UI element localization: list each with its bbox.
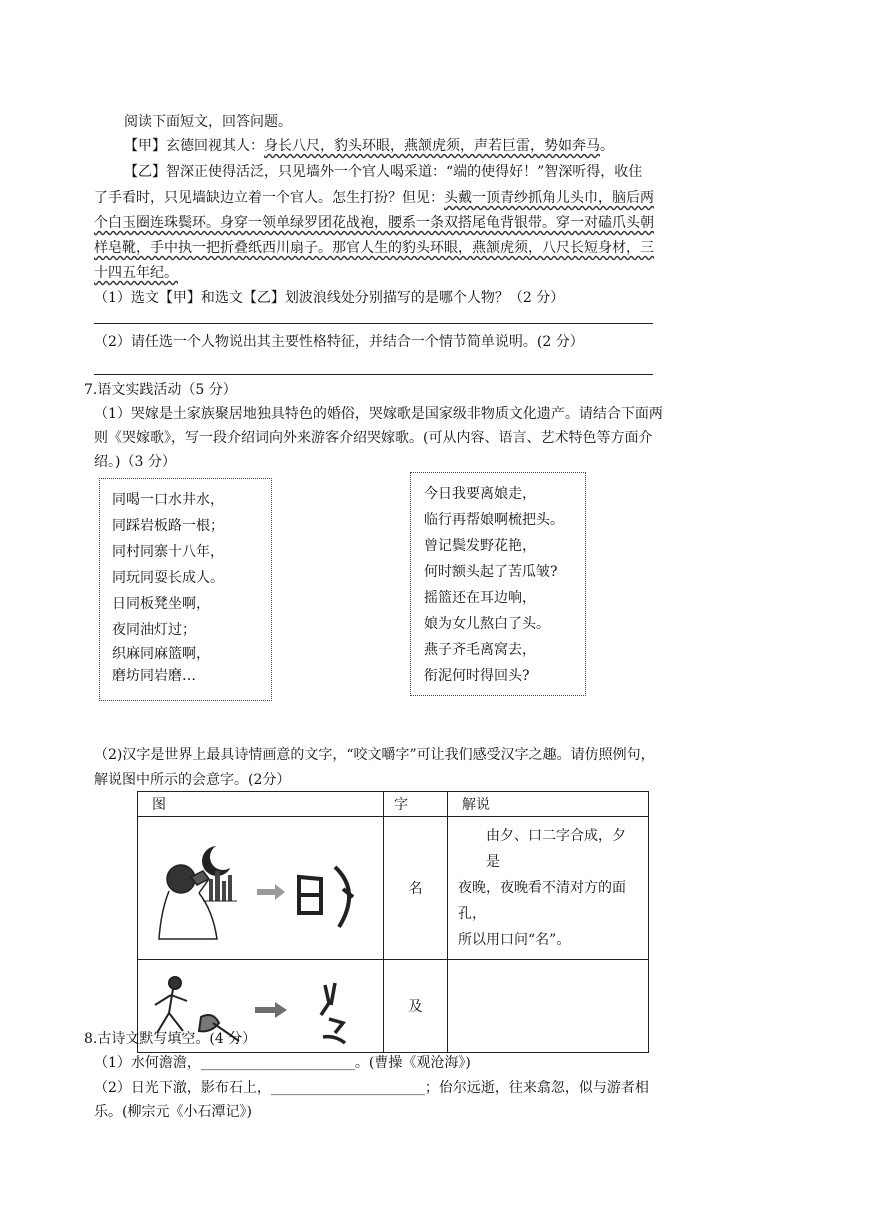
q7-sub1-line1: （1）哭嫁是土家族聚居地独具特色的婚俗，哭嫁歌是国家级非物质文化遗产。请结合下面两 bbox=[94, 406, 663, 422]
poem-right-line: 衔泥何时得回头? bbox=[424, 668, 530, 684]
poem-right-line: 曾记鬓发野花艳， bbox=[424, 538, 536, 554]
passage-jia-end: 。 bbox=[600, 138, 614, 154]
passage-yi-line2-plain: 了手看时，只见墙缺边立着一个官人。怎生打扮？但见： bbox=[94, 190, 444, 206]
image-cell-ming bbox=[138, 817, 384, 960]
passage-jia-prefix: 【甲】玄德回视其人： bbox=[124, 138, 264, 154]
q8-line3: 乐。(柳宗元《小石潭记》) bbox=[94, 1104, 252, 1120]
arrow-icon bbox=[255, 1002, 287, 1018]
ancient-ming-glyph bbox=[299, 867, 353, 927]
explain-ming-line: 由夕、口二字合成，夕是 bbox=[486, 828, 626, 870]
char-ming: 名 bbox=[384, 817, 448, 960]
passage-yi-line1: 【乙】智深正使得活泛，只见墙外一个官人喝采道：“端的使得好！”智深听得，收住 bbox=[124, 164, 643, 180]
poem-left-line: 日同板凳坐啊， bbox=[112, 596, 210, 612]
poem-right-line: 娘为女儿熬白了头。 bbox=[424, 616, 550, 632]
answer-line-2[interactable] bbox=[94, 374, 653, 375]
q8-line1-prefix: （1）水何澹澹， bbox=[94, 1055, 201, 1071]
passage-jia-wavy: 身长八尺，豹头环眼，燕颔虎须，声若巨雷，势如奔马 bbox=[264, 138, 600, 154]
ancient-ji-glyph bbox=[321, 983, 345, 1043]
passage-jia bbox=[124, 136, 614, 156]
poem-left-line: 磨坊同岩磨… bbox=[112, 668, 196, 684]
explain-ming-line: 夜晚，夜晚看不清对方的面孔， bbox=[458, 880, 626, 922]
q7-sub1-line3: 绍。)（3 分） bbox=[94, 454, 176, 470]
q8-line2-prefix: （2）日光下澈，影布石上， bbox=[94, 1080, 271, 1096]
poem-left-line: 同踩岩板路一根； bbox=[112, 518, 224, 534]
poem-left bbox=[112, 487, 224, 687]
q7-sub2-line1: （2)汉字是世界上最具诗情画意的文字，“咬文嚼字”可让我们感受汉字之趣。请仿照例句， bbox=[94, 747, 655, 763]
ming-illustration bbox=[139, 831, 369, 945]
q8-line1-suffix: 。(曹操《观沧海》) bbox=[354, 1055, 471, 1071]
explain-ming-line: 所以用口问“名”。 bbox=[458, 932, 571, 948]
poem-right-line: 临行再帮娘啊梳把头。 bbox=[424, 512, 564, 528]
answer-line-1[interactable] bbox=[94, 323, 653, 324]
header-char: 字 bbox=[384, 792, 448, 817]
q8-blank-1[interactable]: ______________________ bbox=[200, 1055, 355, 1071]
q8-blank-2[interactable]: ______________________ bbox=[270, 1080, 425, 1096]
q8-title: 8.古诗文默写填空。(4 分） bbox=[84, 1031, 257, 1047]
passage-yi-line3: 个白玉圈连珠鬓环。身穿一领单绿罗团花战袍，腰系一条双搭尾龟背银带。穿一对磕爪头朝 bbox=[94, 215, 654, 231]
reading-intro: 阅读下面短文，回答问题。 bbox=[124, 114, 292, 130]
q7-sub1-line2: 则《哭嫁歌》，写一段介绍词向外来游客介绍哭嫁歌。(可从内容、语言、艺术特色等方面介 bbox=[94, 430, 653, 446]
poem-right bbox=[424, 481, 564, 689]
passage-yi-line2 bbox=[94, 188, 654, 208]
poem-left-line: 同喝一口水井水， bbox=[112, 492, 224, 508]
poem-right-line: 燕子齐毛离窝去， bbox=[424, 642, 536, 658]
q8-line1 bbox=[94, 1053, 471, 1073]
poem-right-line: 今日我要离娘走， bbox=[424, 486, 536, 502]
poem-box-right bbox=[410, 472, 586, 696]
passage-yi-line2-wavy: 头戴一顶青纱抓角儿头巾，脑后两 bbox=[444, 190, 654, 206]
poem-left-line: 同村同寨十八年， bbox=[112, 544, 224, 560]
passage-yi-line4: 样皂靴，手中执一把折叠纸西川扇子。那官人生的豹头环眼，燕颔虎须，八尺长短身材，三 bbox=[94, 240, 654, 256]
explain-ming bbox=[448, 817, 649, 960]
char-ji: 及 bbox=[384, 960, 448, 1053]
explain-ji-answer[interactable] bbox=[448, 960, 649, 1053]
q8-line2 bbox=[94, 1078, 649, 1098]
q8-line2-suffix: ；佁尔远逝，往来翕忽，似与游者相 bbox=[424, 1080, 649, 1096]
q7-sub2-line2: 解说图中所示的会意字。(2分） bbox=[94, 772, 291, 788]
q7-title: 7.语文实践活动（5 分） bbox=[84, 382, 237, 398]
moon-icon bbox=[202, 844, 237, 901]
poem-left-line: 夜同油灯过； bbox=[112, 622, 196, 638]
poem-box-left bbox=[99, 478, 272, 701]
calling-person-icon bbox=[159, 865, 217, 939]
question-2: （2）请任选一个人物说出其主要性格特征，并结合一个情节简单说明。(2 分） bbox=[94, 334, 584, 350]
character-table bbox=[137, 791, 649, 1053]
passage-yi-line5: 十四五年纪。 bbox=[94, 265, 178, 281]
header-explain: 解说 bbox=[448, 792, 649, 817]
arrow-icon bbox=[257, 884, 285, 900]
poem-right-line: 摇篮还在耳边响， bbox=[424, 590, 536, 606]
question-1: （1）选文【甲】和选文【乙】划波浪线处分别描写的是哪个人物？（2 分） bbox=[94, 290, 565, 306]
poem-left-line: 同玩同耍长成人。 bbox=[112, 570, 224, 586]
poem-right-line: 何时额头起了苦瓜皱? bbox=[424, 564, 558, 580]
poem-left-line: 织麻同麻篮啊， bbox=[112, 646, 210, 662]
header-image: 图 bbox=[138, 792, 384, 817]
